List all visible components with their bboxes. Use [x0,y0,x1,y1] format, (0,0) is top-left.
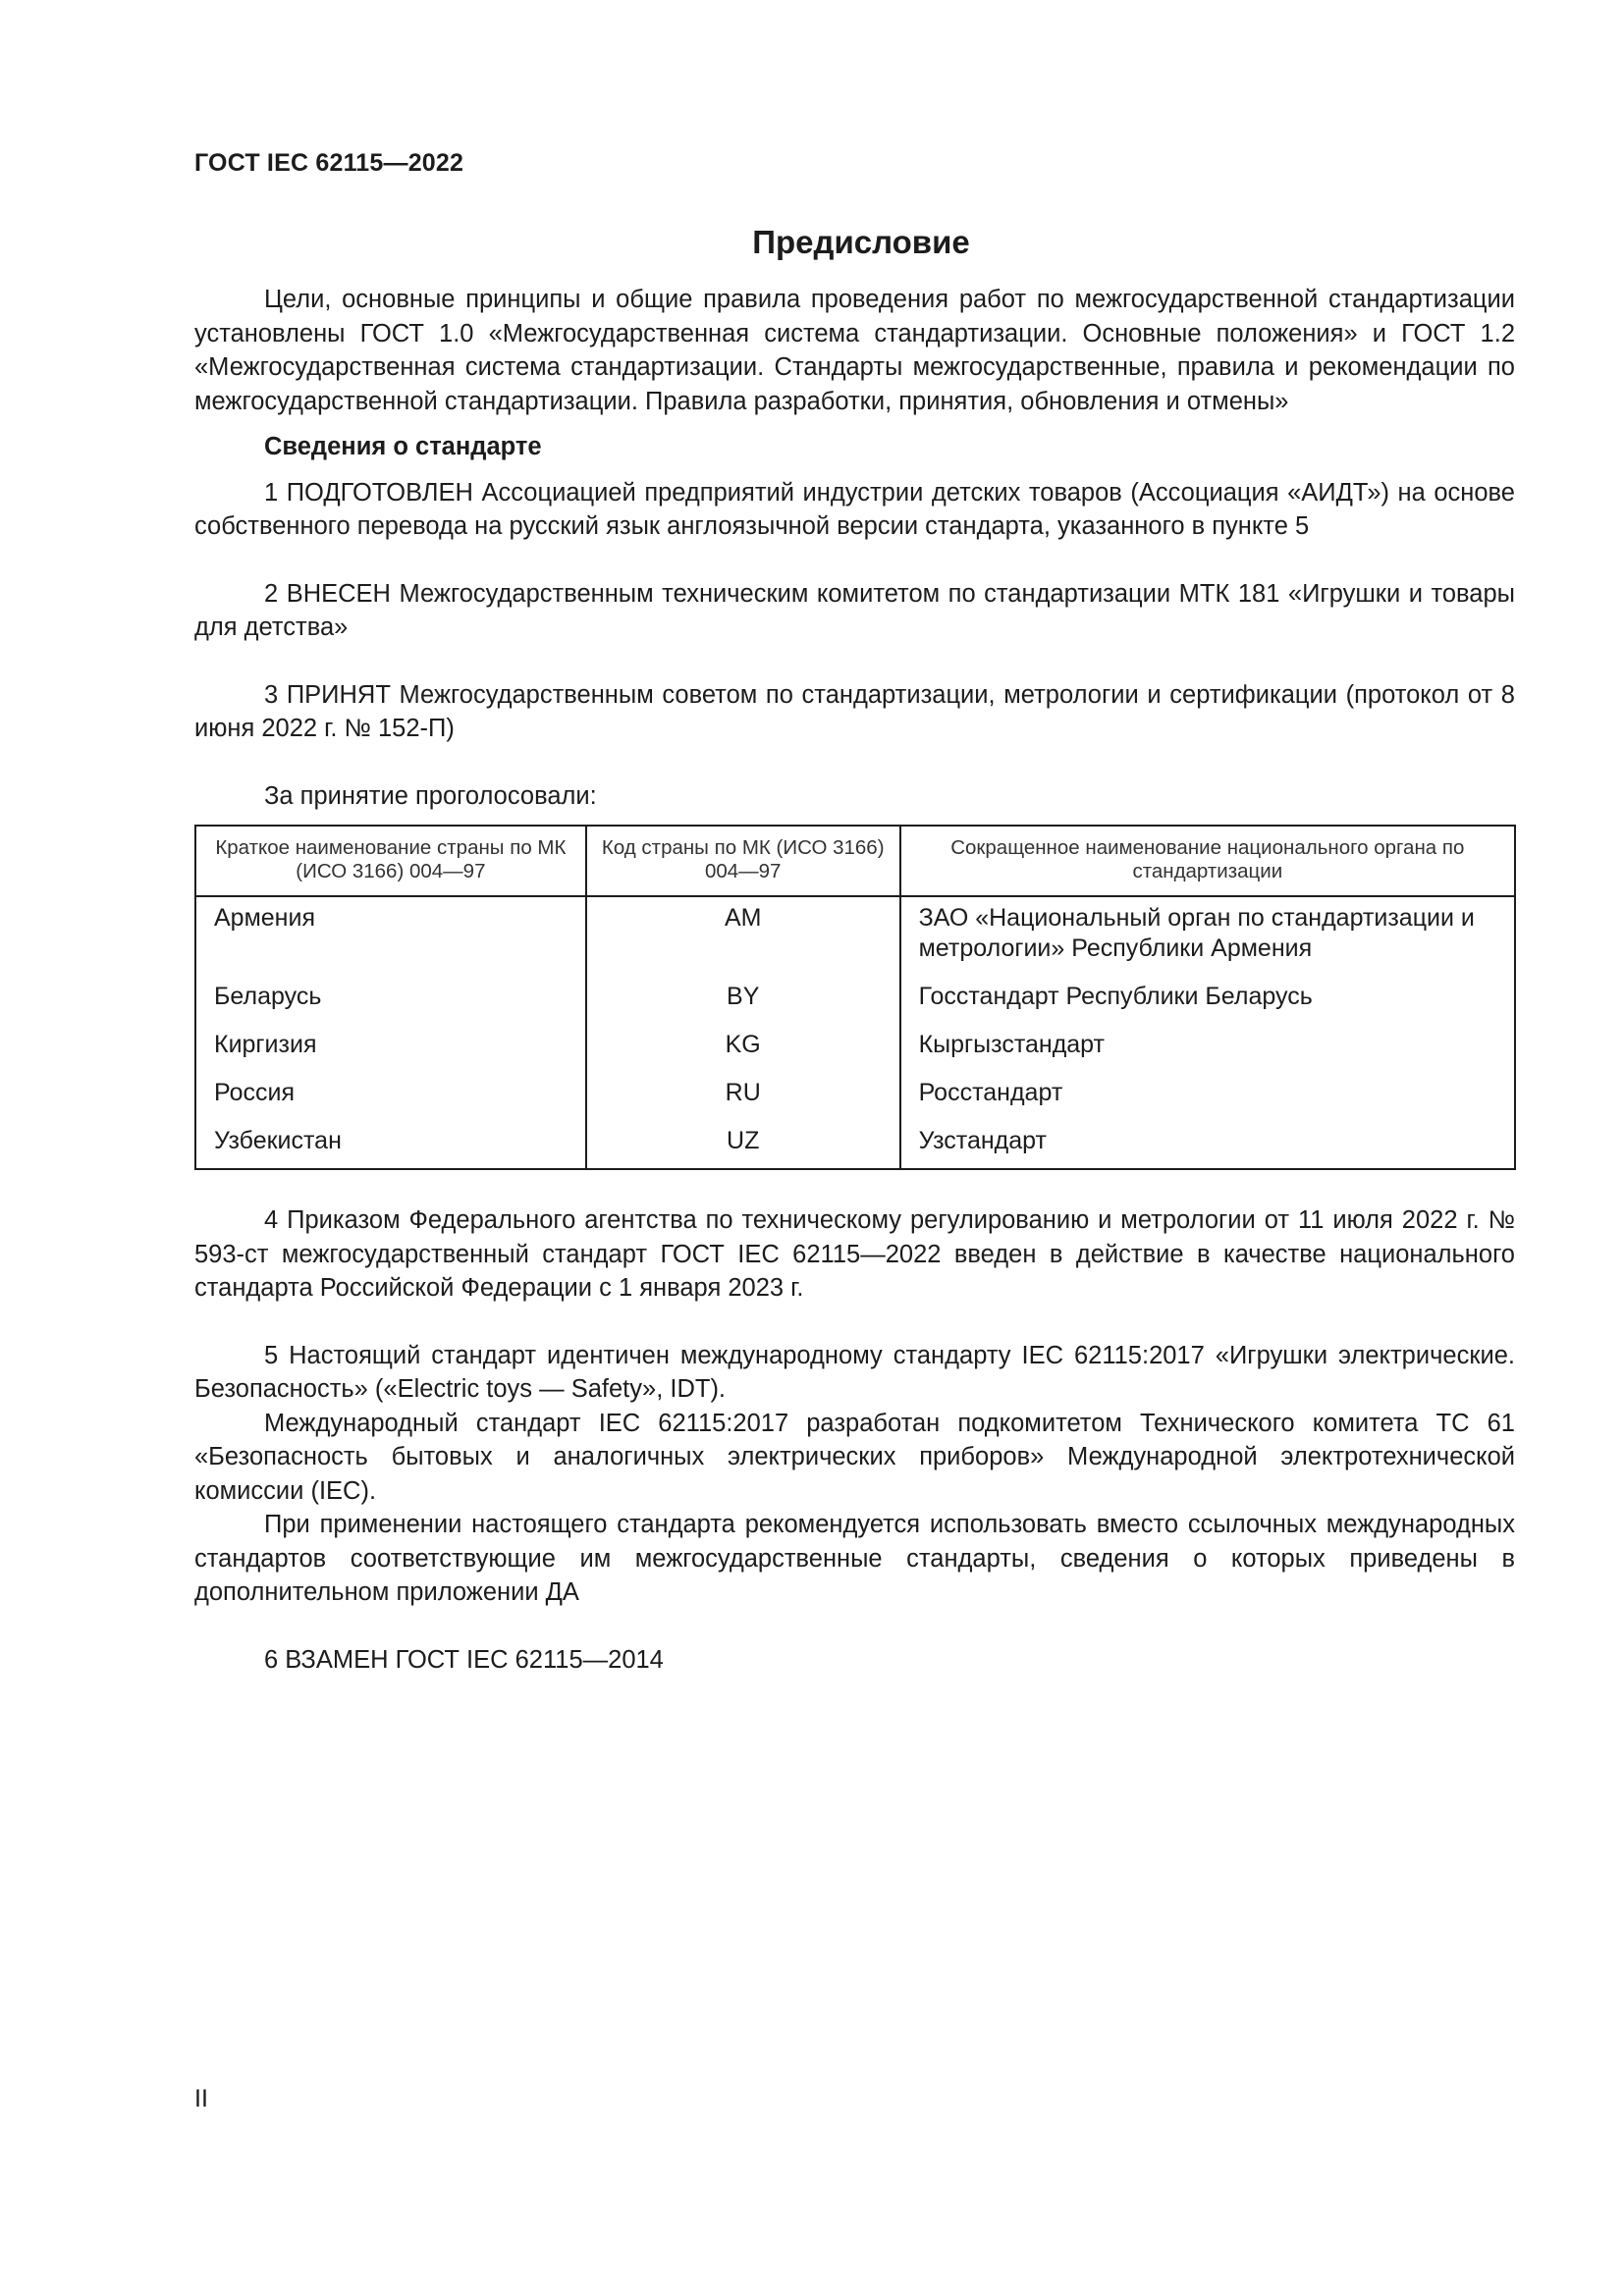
item-5-iec-paragraph: Международный стандарт IEC 62115:2017 разработан подкомитетом Технического комитета ТС 61 «Безопасность бытовых и аналогичных электрических приборов» Международной электротехнической комиссии (IEC). [194,1409,1515,1505]
table-row [195,896,1515,976]
item-6-paragraph: 6 ВЗАМЕН ГОСТ IEC 62115—2014 [264,1645,664,1674]
cell-country: Армения [195,896,586,976]
cell-country: Россия [195,1072,586,1120]
table-row [195,976,1515,1024]
table-row [195,1024,1515,1072]
table-header-country: Краткое наименование страны по МК (ИСО 3166) 004—97 [195,826,586,896]
cell-body: ЗАО «Национальный орган по стандартизации и метрологии» Республики Армения [900,896,1515,976]
votes-table [194,825,1516,1170]
document-code-header: ГОСТ IEC 62115—2022 [194,149,464,177]
cell-country: Беларусь [195,976,586,1024]
item-3-paragraph: 3 ПРИНЯТ Межгосударственным советом по стандартизации, метрологии и сертификации (протокол от 8 июня 2022 г. № 152-П) [194,680,1515,742]
votes-intro: За принятие проголосовали: [264,781,597,810]
cell-body: Кыргызстандарт [900,1024,1515,1072]
item-5-paragraph: 5 Настоящий стандарт идентичен международному стандарту IEC 62115:2017 «Игрушки электрические. Безопасность» («Electric toys — Safety», IDT). [194,1341,1515,1403]
cell-code: AM [586,896,900,976]
table-row [195,1072,1515,1120]
item-5-usage-paragraph: При применении настоящего стандарта рекомендуется использовать вместо ссылочных международных стандартов соответствующие им межгосударственные стандарты, сведения о которых приведены в дополнительном приложении ДА [194,1511,1515,1606]
cell-body: Узстандарт [900,1120,1515,1169]
cell-country: Киргизия [195,1024,586,1072]
cell-body: Госстандарт Республики Беларусь [900,976,1515,1024]
table-header-body: Сокращенное наименование национального органа по стандартизации [900,826,1515,896]
standard-info-heading: Сведения о стандарте [264,433,542,460]
table-header-row [195,826,1515,896]
page-title: Предисловие [752,224,970,260]
cell-country: Узбекистан [195,1120,586,1169]
cell-code: KG [586,1024,900,1072]
item-1-paragraph: 1 ПОДГОТОВЛЕН Ассоциацией предприятий индустрии детских товаров (Ассоциация «АИДТ») на основе собственного перевода на русский язык англоязычной версии стандарта, указанного в пункте 5 [194,478,1515,540]
page-number: II [194,2085,208,2112]
cell-code: BY [586,976,900,1024]
item-2-paragraph: 2 ВНЕСЕН Межгосударственным техническим комитетом по стандартизации МТК 181 «Игрушки и товары для детства» [194,579,1515,641]
table-header-code: Код страны по МК (ИСО 3166) 004—97 [586,826,900,896]
cell-body: Росстандарт [900,1072,1515,1120]
item-4-paragraph: 4 Приказом Федерального агентства по техническому регулированию и метрологии от 11 июля 2022 г. № 593-ст межгосударственный стандарт ГОСТ IEC 62115—2022 введен в действие в качестве национального стандарта Российской Федерации с 1 января 2023 г. [194,1206,1515,1302]
main-content [194,283,1515,1677]
intro-paragraph: Цели, основные принципы и общие правила проведения работ по межгосударственной стандартизации установлены ГОСТ 1.0 «Межгосударственная система стандартизации. Основные положения» и ГОСТ 1.2 «Межгосударственная система стандартизации. Стандарты межгосударственные, правила и рекомендации по межгосударственной стандартизации. Правила разработки, принятия, обновления и отмены» [194,286,1515,415]
cell-code: UZ [586,1120,900,1169]
cell-code: RU [586,1072,900,1120]
table-row [195,1120,1515,1169]
